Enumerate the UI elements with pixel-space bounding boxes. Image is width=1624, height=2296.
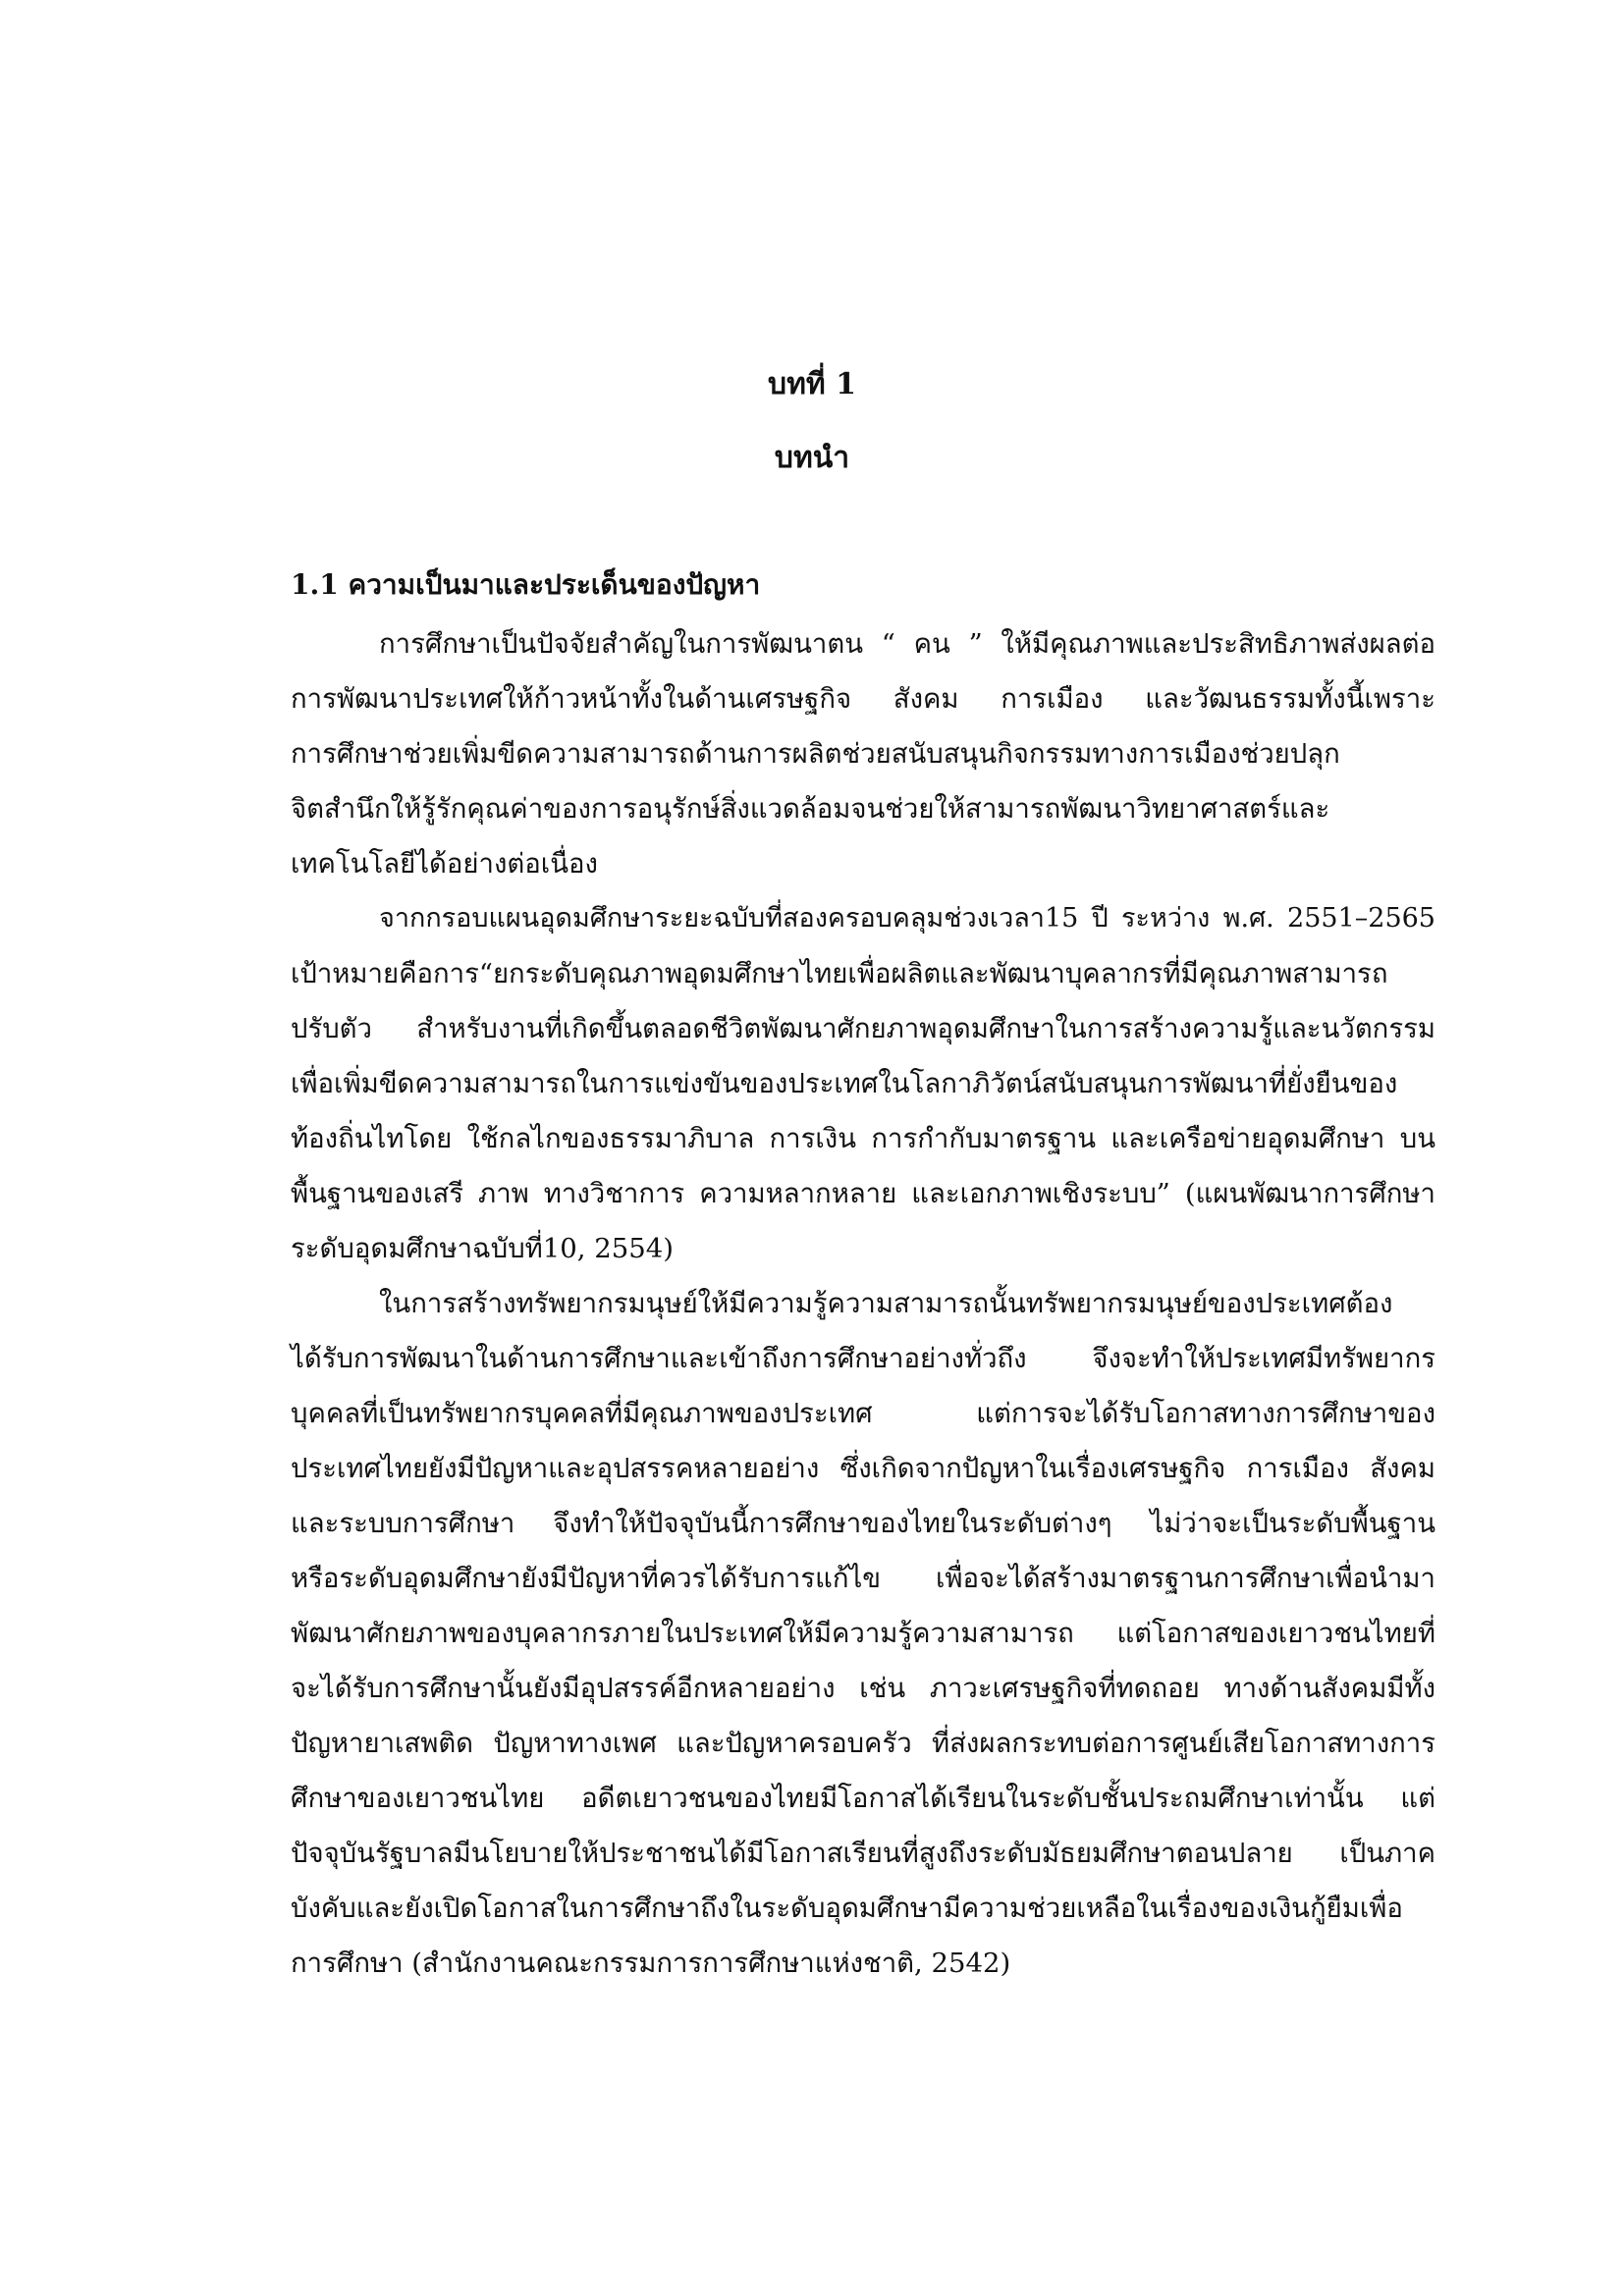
- paragraph-2: [291, 891, 1435, 1276]
- text-line: หรือระดับอุดมศึกษายังมีปัญหาที่ควรได้รับการแก้ไข เพื่อจะได้สร้างมาตรฐานการศึกษาเพื่อนำมา: [291, 1563, 1435, 1594]
- text-line: การพัฒนาประเทศให้ก้าวหน้าทั้งในด้านเศรษฐกิจ สังคม การเมือง และวัฒนธรรมทั้งนี้เพราะ: [291, 683, 1435, 715]
- text-line: เพื่อเพิ่มขีดความสามารถในการแข่งขันของประเทศในโลกาภิวัตน์สนับสนุนการพัฒนาที่ยั่งยืนของ: [291, 1068, 1398, 1099]
- text-line: ศึกษาของเยาวชนไทย อดีตเยาวชนของไทยมีโอกาสได้เรียนในระดับชั้นประถมศึกษาเท่านั้น แต่: [291, 1783, 1435, 1814]
- text-line: ระดับอุดมศึกษาฉบับที่10, 2554): [291, 1233, 674, 1264]
- chapter-number: บทที่ 1: [768, 367, 856, 401]
- text-line: บุคคลที่เป็นทรัพยากรบุคคลที่มีคุณภาพของประเทศ แต่การจะได้รับโอกาสทางการศึกษาของ: [291, 1398, 1435, 1429]
- paragraph-3: [291, 1276, 1435, 1991]
- text-line: ปัจจุบันรัฐบาลมีนโยบายให้ประชาชนได้มีโอกาสเรียนที่สูงถึงระดับมัธยมศึกษาตอนปลาย เป็นภาค: [291, 1838, 1435, 1869]
- text-line: พื้นฐานของเสรี ภาพ ทางวิชาการ ความหลากหลาย และเอกภาพเชิงระบบ” (แผนพัฒนาการศึกษา: [291, 1178, 1435, 1209]
- text-line: จากกรอบแผนอุดมศึกษาระยะฉบับที่สองครอบคลุมช่วงเวลา15 ปี ระหว่าง พ.ศ. 2551–2565: [379, 903, 1435, 934]
- text-line: การศึกษาเป็นปัจจัยสำคัญในการพัฒนาตน “ คน ” ให้มีคุณภาพและประสิทธิภาพส่งผลต่อ: [379, 628, 1435, 660]
- text-line: จะได้รับการศึกษานั้นยังมีอุปสรรค์อีกหลายอย่าง เช่น ภาวะเศรษฐกิจที่ทดถอย ทางด้านสังคมมีทั้ง: [291, 1673, 1435, 1704]
- text-line: ได้รับการพัฒนาในด้านการศึกษาและเข้าถึงการศึกษาอย่างทั่วถึง จึงจะทำให้ประเทศมีทรัพยากร: [291, 1343, 1435, 1374]
- chapter-header: [0, 365, 1624, 478]
- text-line: เทคโนโลยีได้อย่างต่อเนื่อง: [291, 848, 598, 880]
- text-line: พัฒนาศักยภาพของบุคลากรภายในประเทศให้มีความรู้ความสามารถ แต่โอกาสของเยาวชนไทยที่: [291, 1618, 1435, 1649]
- text-line: ปรับตัว สำหรับงานที่เกิดขึ้นตลอดชีวิตพัฒนาศักยภาพอุดมศึกษาในการสร้างความรู้และนวัตกรรม: [291, 1013, 1435, 1044]
- text-line: จิตสำนึกให้รู้รักคุณค่าของการอนุรักษ์สิ่งแวดล้อมจนช่วยให้สามารถพัฒนาวิทยาศาสตร์และ: [291, 793, 1330, 825]
- section-heading: 1.1 ความเป็นมาและประเด็นของปัญหา: [291, 568, 761, 601]
- paragraph-1: [291, 616, 1435, 891]
- text-line: และระบบการศึกษา จึงทำให้ปัจจุบันนี้การศึกษาของไทยในระดับต่างๆ ไม่ว่าจะเป็นระดับพื้นฐาน: [291, 1508, 1435, 1539]
- text-line: ในการสร้างทรัพยากรมนุษย์ให้มีความรู้ความสามารถนั้นทรัพยากรมนุษย์ของประเทศต้อง: [379, 1288, 1393, 1319]
- text-line: เป้าหมายคือการ“ยกระดับคุณภาพอุดมศึกษาไทยเพื่อผลิตและพัฒนาบุคลากรที่มีคุณภาพสามารถ: [291, 958, 1388, 989]
- text-line: บังคับและยังเปิดโอกาสในการศึกษาถึงในระดับอุดมศึกษามีความช่วยเหลือในเรื่องของเงินกู้ยืมเพื่อ: [291, 1893, 1403, 1924]
- text-line: การศึกษา (สำนักงานคณะกรรมการการศึกษาแห่งชาติ, 2542): [291, 1948, 1011, 1979]
- text-line: การศึกษาช่วยเพิ่มขีดความสามารถด้านการผลิตช่วยสนับสนุนกิจกรรมทางการเมืองช่วยปลุก: [291, 738, 1340, 770]
- text-line: ปัญหายาเสพติด ปัญหาทางเพศ และปัญหาครอบครัว ที่ส่งผลกระทบต่อการศูนย์เสียโอกาสทางการ: [291, 1728, 1435, 1759]
- text-line: ประเทศไทยยังมีปัญหาและอุปสรรคหลายอย่าง ซึ่งเกิดจากปัญหาในเรื่องเศรษฐกิจ การเมือง สังคม: [291, 1453, 1435, 1484]
- chapter-title: บทนำ: [774, 441, 850, 475]
- text-line: ท้องถิ่นไทโดย ใช้กลไกของธรรมาภิบาล การเงิน การกำกับมาตรฐาน และเครือข่ายอุดมศึกษา บน: [291, 1123, 1435, 1154]
- document-body: [291, 558, 1435, 1991]
